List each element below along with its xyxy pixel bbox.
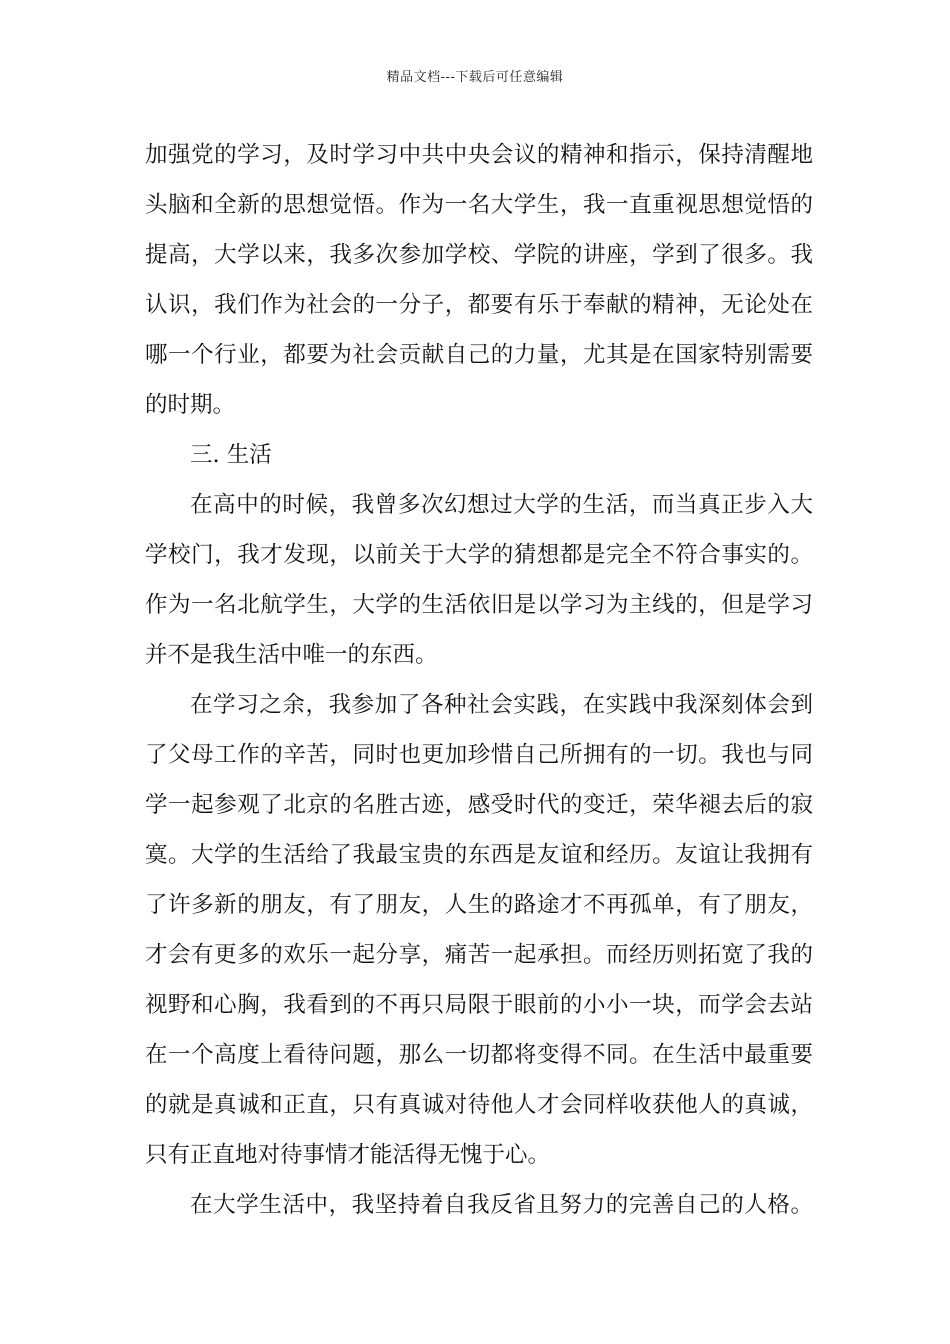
text-line: 在高中的时候，我曾多次幻想过大学的生活，而当真正步入大 bbox=[190, 492, 813, 518]
text-line: 寞。大学的生活给了我最宝贵的东西是友谊和经历。友谊让我拥有 bbox=[145, 842, 813, 868]
section-heading: 三. 生活 bbox=[190, 442, 272, 468]
text-line: 视野和心胸，我看到的不再只局限于眼前的小小一块，而学会去站 bbox=[145, 992, 813, 1018]
text-line: 提高，大学以来，我多次参加学校、学院的讲座，学到了很多。我 bbox=[145, 242, 813, 268]
text-line: 并不是我生活中唯一的东西。 bbox=[145, 642, 438, 668]
text-line: 只有正直地对待事情才能活得无愧于心。 bbox=[145, 1142, 551, 1168]
document-body bbox=[145, 130, 813, 1230]
text-line: 了父母工作的辛苦，同时也更加珍惜自己所拥有的一切。我也与同 bbox=[145, 742, 813, 768]
text-line: 才会有更多的欢乐一起分享，痛苦一起承担。而经历则拓宽了我的 bbox=[145, 942, 813, 968]
text-line: 哪一个行业，都要为社会贡献自己的力量，尤其是在国家特别需要 bbox=[145, 342, 813, 368]
text-line: 了许多新的朋友，有了朋友，人生的路途才不再孤单，有了朋友， bbox=[145, 892, 813, 918]
text-line: 在大学生活中，我坚持着自我反省且努力的完善自己的人格。 bbox=[190, 1192, 813, 1218]
text-line: 学一起参观了北京的名胜古迹，感受时代的变迁，荣华褪去后的寂 bbox=[145, 792, 813, 818]
text-line: 加强党的学习，及时学习中共中央会议的精神和指示，保持清醒地 bbox=[145, 142, 813, 168]
text-line: 的时期。 bbox=[145, 392, 236, 418]
text-line: 学校门，我才发现，以前关于大学的猜想都是完全不符合事实的。 bbox=[145, 542, 813, 568]
text-line: 的就是真诚和正直，只有真诚对待他人才会同样收获他人的真诚， bbox=[145, 1092, 813, 1118]
text-line: 头脑和全新的思想觉悟。作为一名大学生，我一直重视思想觉悟的 bbox=[145, 192, 813, 218]
text-line: 作为一名北航学生，大学的生活依旧是以学习为主线的，但是学习 bbox=[145, 592, 813, 618]
text-line: 在学习之余，我参加了各种社会实践，在实践中我深刻体会到 bbox=[190, 692, 813, 718]
page-header: 精品文档---下载后可任意编辑 bbox=[386, 70, 564, 85]
text-line: 在一个高度上看待问题，那么一切都将变得不同。在生活中最重要 bbox=[145, 1042, 813, 1068]
text-line: 认识，我们作为社会的一分子，都要有乐于奉献的精神，无论处在 bbox=[145, 292, 813, 318]
